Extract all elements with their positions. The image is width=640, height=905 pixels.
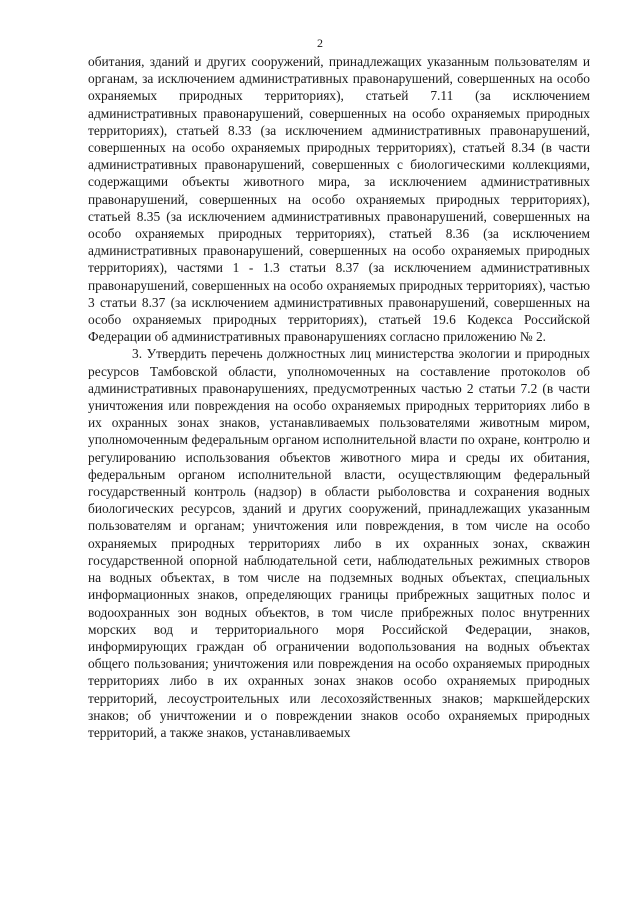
paragraph-item-3: 3. Утвердить перечень должностных лиц министерства экологии и природных ресурсов Тамбовской области, уполномоченных на составление протоколов об административных правонарушениях, предусмотренных частью 2 статьи 7.2 (в части уничтожения или повреждения на особо охраняемых природных территориях либо в их охранных зонах знаков, устанавливаемых пользователями животным миром, уполномоченным федеральным органом исполнительной власти по охране, контролю и регулированию использования объектов животного мира и среды их обитания, федеральным органом исполнительной власти, осуществляющим федеральный государственный контроль (надзор) в области рыболовства и сохранения водных биологических ресурсов, зданий и других сооружений, принадлежащих указанным пользователям и органам; уничтожения или повреждения, в том числе на особо охраняемых природных территориях либо в их охранных зонах, скважин государственной опорной наблюдательной сети, наблюдательных режимных створов на водных объектах, в том числе на подземных водных объектах, специальных информационных знаков, определяющих границы прибрежных защитных полос и водоохранных зон водных объектов, в том числе прибрежных полос внутренних морских вод и территориального моря Российской Федерации, знаков, информирующих граждан об ограничении водопользования на водных объектах общего пользования; уничтожения или повреждения на особо охраняемых природных территориях либо в их охранных зонах знаков особо охраняемых природных территорий, лесоустроительных или лесохозяйственных знаков; маркшейдерских знаков; об уничтожении и о повреждении знаков особо охраняемых природных территорий, а также знаков, устанавливаемых <box>88 346 590 740</box>
paragraph-continuation: обитания, зданий и других сооружений, принадлежащих указанным пользователям и органам, за исключением административных правонарушений, совершенных на особо охраняемых природных территориях), статьей 7.11 (за исключением административных правонарушений, совершенных на особо охраняемых природных территориях), статьей 8.33 (за исключением административных правонарушений, совершенных на особо охраняемых природных территориях), статьей 8.34 (в части административных правонарушений, совершенных с биологическими коллекциями, содержащими объекты животного мира, за исключением административных правонарушений, совершенных на особо охраняемых природных территориях), статьей 8.35 (за исключением административных правонарушений, совершенных на особо охраняемых природных территориях), статьей 8.36 (за исключением административных правонарушений, совершенных на особо охраняемых природных территориях), частями 1 - 1.3 статьи 8.37 (за исключением административных правонарушений, совершенных на особо охраняемых природных территориях), частью 3 статьи 8.37 (за исключением административных правонарушений, совершенных на особо охраняемых природных территориях), статьей 19.6 Кодекса Российской Федерации об административных правонарушениях согласно приложению № 2. <box>88 54 590 345</box>
document-body <box>88 53 590 741</box>
page-number: 2 <box>317 36 323 50</box>
